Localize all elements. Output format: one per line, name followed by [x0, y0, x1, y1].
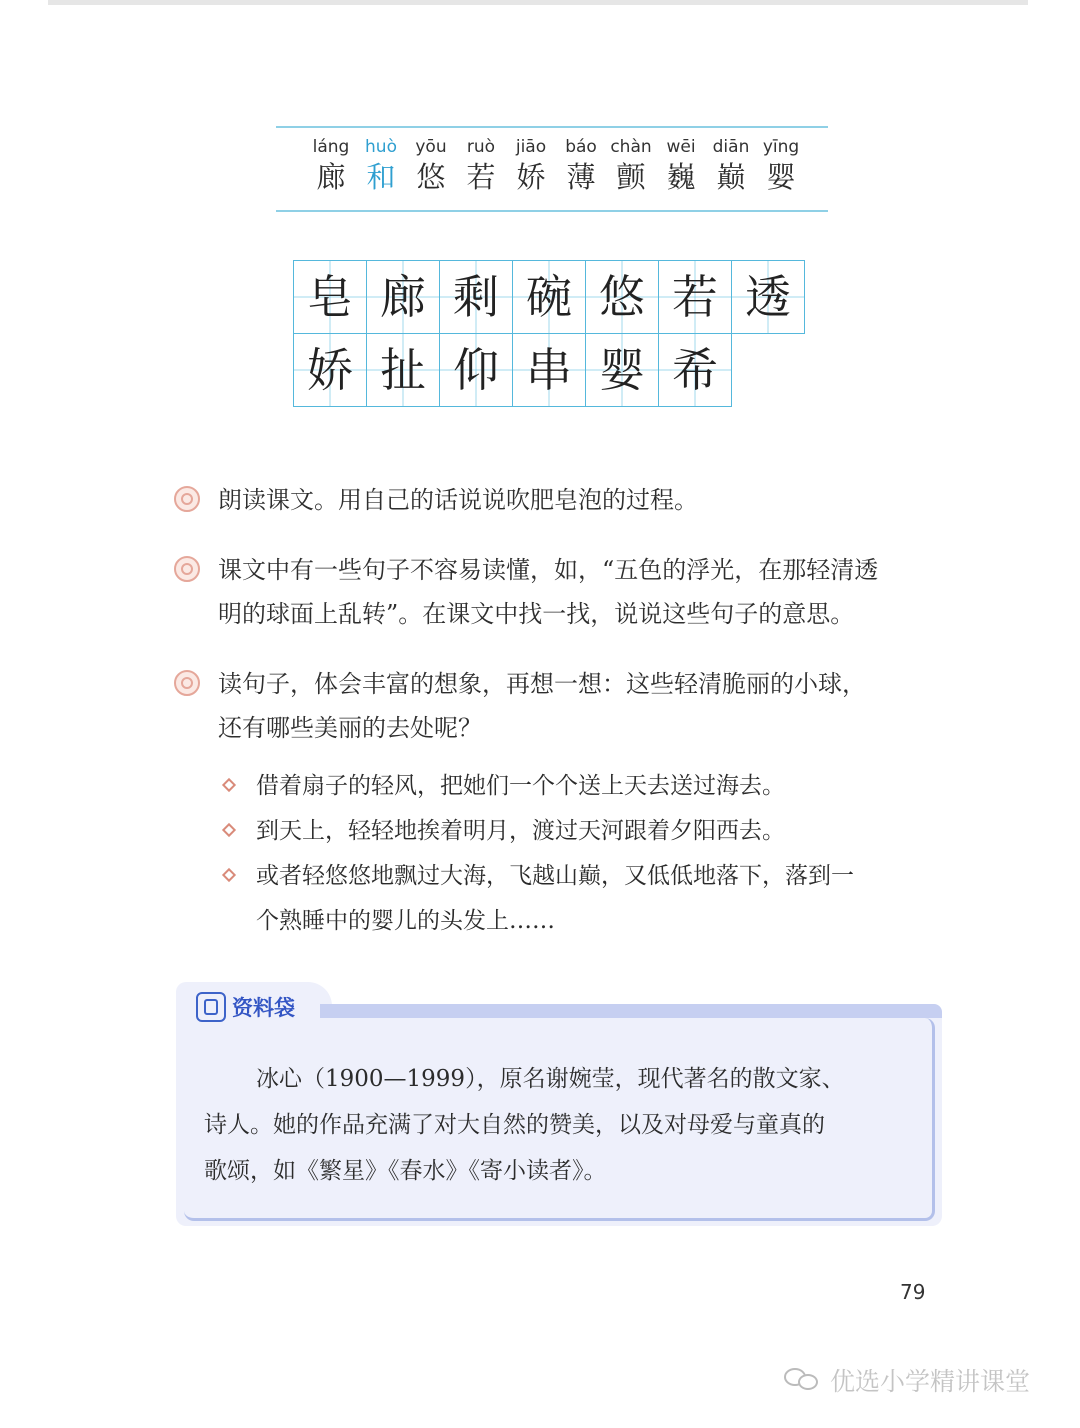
grid-cell: 若	[658, 260, 732, 334]
question-line: 还有哪些美丽的去处呢？	[218, 714, 482, 742]
grid-cell: 悠	[585, 260, 659, 334]
question-text: 朗读课文。用自己的话说说吹肥皂泡的过程。	[218, 486, 698, 514]
vocab-item: yōu 悠	[415, 137, 447, 194]
grid-cell: 透	[731, 260, 805, 334]
info-line: 歌颂，如《繁星》《春水》《寄小读者》。	[204, 1158, 607, 1184]
diamond-bullet-icon	[222, 868, 236, 882]
diamond-bullet-icon	[222, 778, 236, 792]
question-line: 课文中有一些句子不容易读懂，如，“五色的浮光，在那轻清透	[218, 556, 879, 584]
vocab-item: yīng 婴	[762, 137, 800, 194]
bullet-text: 到天上，轻轻地挨着明月，渡过天河跟着夕阳西去。	[256, 818, 785, 844]
vocab-item: chàn 颤	[610, 137, 652, 194]
vocab-item: wēi 巍	[666, 137, 696, 194]
vocab-item: ruò 若	[466, 137, 496, 194]
bullet-text: 借着扇子的轻风，把她们一个个送上天去送过海去。	[256, 773, 785, 799]
vocab-item-highlighted: huò 和	[365, 137, 397, 194]
grid-cell: 仰	[439, 333, 513, 407]
resource-bag-icon	[196, 992, 226, 1022]
grid-row	[293, 260, 813, 334]
info-box-title	[196, 992, 295, 1022]
question-badge-icon	[174, 670, 200, 696]
question-line: 明的球面上乱转”。在课文中找一找，说说这些句子的意思。	[218, 600, 855, 628]
grid-cell: 扯	[366, 333, 440, 407]
info-box-stripe	[320, 1004, 942, 1018]
page-number: 79	[900, 1280, 926, 1304]
info-line: 诗人。她的作品充满了对大自然的赞美，以及对母爱与童真的	[204, 1112, 825, 1138]
top-divider	[48, 0, 1028, 5]
bullet-text: 或者轻悠悠地飘过大海，飞越山巅，又低低地落下，落到一	[256, 863, 854, 889]
question-text	[218, 548, 964, 636]
exercise-question	[174, 548, 964, 636]
grid-cell: 娇	[293, 333, 367, 407]
vocab-item: báo 薄	[565, 137, 597, 194]
question-line: 读句子，体会丰富的想象，再想一想：这些轻清脆丽的小球，	[218, 670, 866, 698]
list-item	[222, 764, 962, 809]
question-badge-icon	[174, 486, 200, 512]
list-item	[222, 854, 962, 944]
chat-bubbles-icon	[784, 1366, 822, 1394]
list-item	[222, 809, 962, 854]
grid-cell: 廊	[366, 260, 440, 334]
grid-cell: 婴	[585, 333, 659, 407]
watermark-text: 优选小学精讲课堂	[830, 1367, 1031, 1396]
watermark	[784, 1362, 1030, 1398]
character-writing-grid	[293, 260, 813, 410]
vocab-item: láng 廊	[312, 137, 350, 194]
info-box-text	[204, 1056, 914, 1194]
grid-cell: 皂	[293, 260, 367, 334]
grid-cell: 剩	[439, 260, 513, 334]
vocab-item: jiāo 娇	[515, 137, 547, 194]
example-sentences	[222, 764, 962, 944]
question-badge-icon	[174, 556, 200, 582]
vocab-item: diān 巅	[712, 137, 750, 194]
grid-cell: 碗	[512, 260, 586, 334]
bullet-text: 个熟睡中的婴儿的头发上……	[256, 908, 555, 934]
grid-row	[293, 333, 813, 407]
diamond-bullet-icon	[222, 823, 236, 837]
info-line: 冰心（1900—1999），原名谢婉莹，现代著名的散文家、	[256, 1066, 845, 1092]
pinyin-vocabulary-box	[276, 126, 828, 212]
info-title-label: 资料袋	[232, 996, 295, 1020]
grid-cell: 串	[512, 333, 586, 407]
exercise-question	[174, 478, 964, 522]
exercise-question	[174, 662, 964, 750]
grid-cell: 希	[658, 333, 732, 407]
question-text	[218, 662, 964, 750]
